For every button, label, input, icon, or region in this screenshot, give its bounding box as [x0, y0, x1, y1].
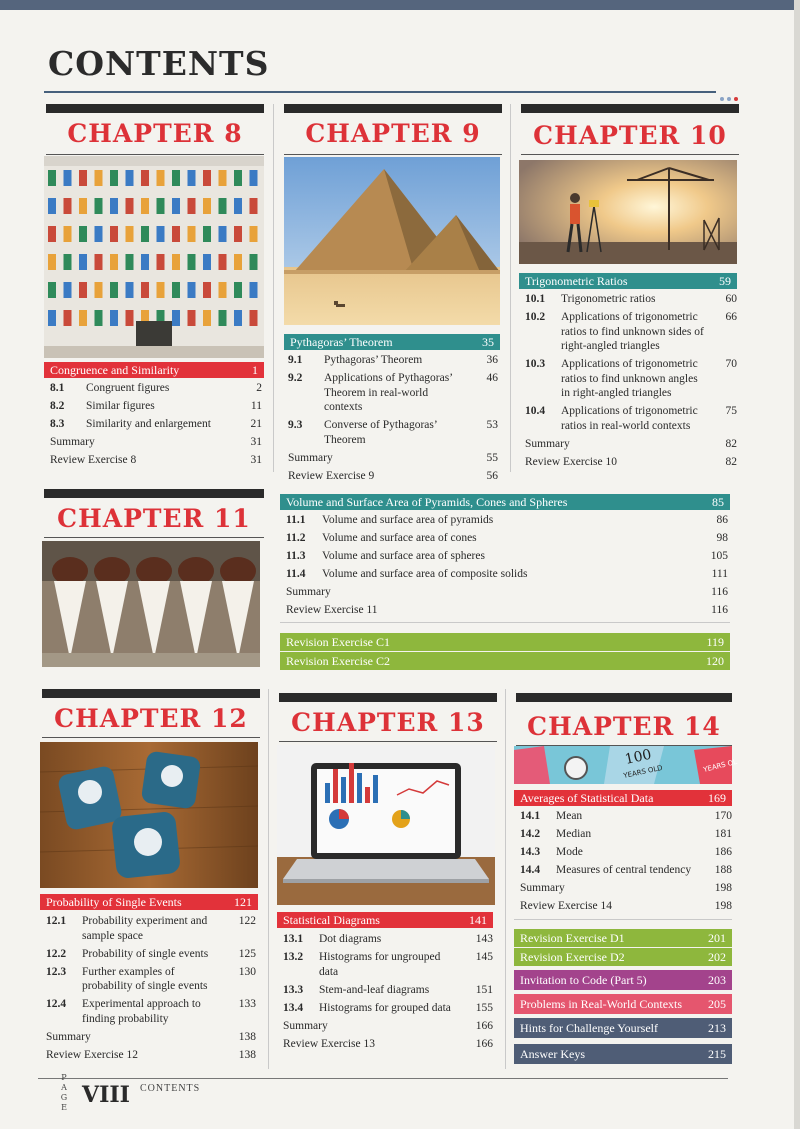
- toc-row[interactable]: [50, 399, 262, 414]
- toc-page: 98: [716, 532, 728, 544]
- toc-page: 151: [475, 983, 493, 996]
- revision-c1[interactable]: Revision Exercise C1 119: [280, 633, 730, 651]
- footer-rule: [58, 1078, 728, 1079]
- toc-title: Summary: [286, 586, 331, 598]
- toc-title: Summary: [50, 436, 95, 448]
- toc-page: 31: [250, 436, 262, 448]
- toc-row[interactable]: [525, 357, 737, 401]
- hints-challenge[interactable]: Hints for Challenge Yourself 213: [514, 1018, 732, 1038]
- chapter-13-header: [279, 693, 497, 742]
- toc-page: 125: [238, 947, 256, 960]
- revision-c2[interactable]: Revision Exercise C2 120: [280, 652, 730, 670]
- toc-row[interactable]: [283, 932, 493, 947]
- toc-number: 8.3: [50, 418, 65, 430]
- building-photo: [44, 156, 264, 358]
- toc-page: 143: [475, 933, 493, 945]
- chapter-8-header: [46, 104, 264, 155]
- toc-title: Histograms for ungrouped data: [319, 951, 441, 978]
- toc-row[interactable]: [283, 1019, 493, 1034]
- chapter-13-title: CHAPTER 13: [291, 708, 485, 737]
- toc-page: 198: [714, 900, 732, 912]
- chapter-12-section-heading[interactable]: Probability of Single Events 121: [40, 894, 258, 910]
- toc-number: 11.3: [286, 550, 306, 562]
- page-word: P A G E: [60, 1073, 68, 1112]
- toc-page: 55: [486, 451, 498, 464]
- toc-title: Review Exercise 9: [288, 469, 375, 482]
- toc-title: Volume and surface area of spheres: [322, 550, 485, 562]
- chapter-12-title: CHAPTER 12: [54, 704, 248, 733]
- chapter-11-title: CHAPTER 11: [57, 504, 251, 533]
- toc-row[interactable]: [520, 827, 732, 842]
- footer-label: CONTENTS: [140, 1083, 201, 1094]
- toc-row[interactable]: [288, 451, 498, 466]
- toc-page: 82: [725, 437, 737, 450]
- toc-title: Stem-and-leaf diagrams: [319, 983, 430, 996]
- toc-title: Summary: [520, 882, 565, 894]
- toc-number: 9.2: [288, 372, 303, 384]
- toc-row[interactable]: [283, 950, 493, 979]
- toc-row[interactable]: [46, 914, 256, 943]
- chapter-10-title: CHAPTER 10: [533, 121, 727, 150]
- toc-page: 21: [250, 418, 262, 430]
- toc-page: 188: [714, 864, 732, 876]
- toc-row[interactable]: [525, 292, 737, 307]
- chapter-10-header: [521, 104, 739, 155]
- toc-title: Dot diagrams: [319, 933, 382, 945]
- toc-row[interactable]: [46, 1030, 256, 1045]
- toc-title: Mode: [556, 846, 583, 858]
- toc-row[interactable]: [286, 549, 728, 564]
- toc-row[interactable]: [520, 845, 732, 860]
- birthday-photo: [514, 746, 738, 784]
- toc-row[interactable]: [46, 997, 256, 1026]
- toc-page: 133: [238, 998, 256, 1010]
- toc-row[interactable]: [286, 567, 728, 582]
- toc-page: 116: [711, 604, 728, 616]
- toc-page: 122: [238, 915, 256, 927]
- toc-title: Review Exercise 11: [286, 604, 378, 616]
- toc-row[interactable]: [525, 437, 737, 452]
- toc-title: Review Exercise 8: [50, 454, 137, 466]
- toc-number: 12.3: [46, 965, 67, 978]
- toc-title: Volume and surface area of pyramids: [322, 514, 494, 526]
- chapter-9-list: [288, 353, 498, 487]
- toc-title: Experimental approach to finding probability: [82, 998, 201, 1025]
- laptop-photo: [277, 745, 495, 905]
- toc-title: Review Exercise 14: [520, 900, 612, 912]
- photo-text-years-2: YEARS OL: [702, 757, 738, 774]
- toc-number: 14.4: [520, 864, 541, 876]
- chapter-8-section-heading[interactable]: Congruence and Similarity 1: [44, 362, 264, 378]
- revision-d2[interactable]: Revision Exercise D2 202: [514, 948, 732, 966]
- toc-page: 166: [475, 1019, 493, 1032]
- toc-title: Applications of Pythagoras’ Theorem in real-world contexts: [324, 372, 453, 413]
- toc-title: Congruent figures: [86, 382, 170, 394]
- revision-d1[interactable]: Revision Exercise D1 201: [514, 929, 732, 947]
- chapter-10-section-heading[interactable]: Trigonometric Ratios 59: [519, 273, 737, 289]
- toc-row[interactable]: [288, 353, 498, 368]
- toc-page: 166: [475, 1037, 493, 1050]
- toc-number: 10.4: [525, 405, 546, 417]
- toc-page: 66: [725, 311, 737, 323]
- toc-row[interactable]: [525, 310, 737, 354]
- toc-number: 9.1: [288, 354, 303, 366]
- toc-row[interactable]: [286, 513, 728, 528]
- toc-title: Summary: [288, 451, 333, 464]
- toc-title: Volume and surface area of composite solids: [322, 568, 528, 580]
- chapter-9-title: CHAPTER 9: [305, 119, 481, 148]
- toc-page: 2: [256, 382, 262, 394]
- toc-number: 11.1: [286, 514, 306, 526]
- problems-real-world[interactable]: Problems in Real-World Contexts 205: [514, 994, 732, 1014]
- chapter-11-section-heading[interactable]: Volume and Surface Area of Pyramids, Cones and Spheres 85: [280, 494, 730, 510]
- chapter-14-header: [516, 693, 732, 746]
- toc-page: 138: [238, 1030, 256, 1043]
- toc-row[interactable]: [520, 809, 732, 824]
- toc-page: 46: [486, 372, 498, 384]
- chapter-13-section-heading[interactable]: Statistical Diagrams 141: [277, 912, 493, 928]
- toc-number: 13.1: [283, 933, 304, 945]
- toc-row[interactable]: [520, 863, 732, 878]
- toc-number: 14.2: [520, 828, 541, 840]
- toc-page: 36: [486, 354, 498, 366]
- toc-row[interactable]: [520, 899, 732, 914]
- toc-row[interactable]: [46, 1048, 256, 1063]
- toc-row[interactable]: [288, 371, 498, 415]
- toc-title: Probability experiment and sample space: [82, 915, 208, 942]
- toc-number: 9.3: [288, 419, 303, 431]
- toc-number: 11.2: [286, 532, 306, 544]
- toc-title: Measures of central tendency: [556, 864, 692, 876]
- toc-number: 10.2: [525, 311, 546, 323]
- toc-title: Pythagoras’ Theorem: [324, 354, 423, 366]
- page-edge: [794, 0, 800, 1129]
- surveyor-photo: [519, 160, 737, 264]
- toc-row[interactable]: [283, 1037, 493, 1052]
- toc-page: 75: [725, 405, 737, 417]
- toc-title: Mean: [556, 810, 583, 822]
- toc-row[interactable]: [525, 404, 737, 433]
- chapter-13-list: [283, 932, 493, 1055]
- toc-title: Volume and surface area of cones: [322, 532, 477, 544]
- toc-page: 31: [250, 454, 262, 466]
- toc-title: Review Exercise 10: [525, 455, 617, 468]
- chapter-9-header: [284, 104, 502, 155]
- chapter-12-list: [46, 914, 256, 1066]
- chapter-12-header: [42, 689, 260, 738]
- toc-row[interactable]: [520, 881, 732, 896]
- toc-page: 155: [475, 1001, 493, 1014]
- toc-page: 60: [725, 293, 737, 305]
- chapter-9-section-heading[interactable]: Pythagoras’ Theorem 35: [284, 334, 500, 350]
- toc-page: 181: [714, 828, 732, 840]
- toc-row[interactable]: [525, 455, 737, 470]
- divider: [273, 104, 274, 472]
- toc-title: Similarity and enlargement: [86, 418, 211, 430]
- toc-page: 138: [238, 1048, 256, 1061]
- toc-number: 8.1: [50, 382, 65, 394]
- toc-title: Applications of trigonometric ratios to find unknown sides of right-angled triangles: [561, 311, 704, 352]
- title-rule: [44, 91, 716, 93]
- toc-page: 70: [725, 358, 737, 370]
- photo-text-100: 100: [623, 746, 653, 768]
- toc-number: 8.2: [50, 400, 65, 412]
- toc-number: 12.4: [46, 998, 67, 1010]
- toc-title: Median: [556, 828, 592, 840]
- chapter-11-list: [286, 513, 728, 621]
- answer-keys[interactable]: Answer Keys 215: [514, 1044, 732, 1064]
- toc-row[interactable]: [286, 585, 728, 600]
- toc-page: 105: [710, 550, 728, 562]
- top-band: [0, 0, 800, 10]
- toc-page: 56: [486, 469, 498, 482]
- toc-page: 111: [711, 568, 728, 580]
- toc-row[interactable]: [50, 435, 262, 450]
- toc-title: Similar figures: [86, 400, 155, 412]
- toc-title: Review Exercise 12: [46, 1048, 138, 1061]
- toc-number: 10.3: [525, 358, 546, 370]
- toc-row[interactable]: [283, 1001, 493, 1016]
- toc-number: 12.1: [46, 915, 67, 927]
- toc-title: Converse of Pythagoras’ Theorem: [324, 419, 437, 446]
- toc-title: Review Exercise 13: [283, 1037, 375, 1050]
- chapter-14-list: [520, 809, 732, 917]
- chapter-10-list: [525, 292, 737, 473]
- toc-page: 11: [250, 400, 262, 412]
- toc-row[interactable]: [286, 531, 728, 546]
- chapter-14-section-heading[interactable]: Averages of Statistical Data 169: [514, 790, 732, 806]
- toc-row[interactable]: [50, 381, 262, 396]
- toc-row[interactable]: [288, 469, 498, 484]
- toc-page: 198: [714, 882, 732, 894]
- toc-title: Summary: [46, 1030, 91, 1043]
- toc-title: Further examples of probability of single events: [82, 965, 208, 992]
- toc-number: 14.3: [520, 846, 541, 858]
- toc-number: 11.4: [286, 568, 306, 580]
- toc-title: Trigonometric ratios: [561, 293, 656, 305]
- photo-text-years: YEARS OLD: [622, 763, 664, 780]
- dice-photo: [40, 742, 258, 888]
- toc-title: Summary: [525, 437, 570, 450]
- invitation-to-code[interactable]: Invitation to Code (Part 5) 203: [514, 970, 732, 990]
- toc-page: 186: [714, 846, 732, 858]
- chapter-8-list: [50, 381, 262, 471]
- pyramids-photo: [284, 157, 500, 325]
- toc-row[interactable]: [46, 965, 256, 994]
- chapter-14-title: CHAPTER 14: [527, 712, 721, 741]
- toc-number: 13.4: [283, 1001, 304, 1014]
- toc-page: 130: [238, 965, 256, 978]
- toc-row[interactable]: [46, 947, 256, 962]
- toc-number: 10.1: [525, 293, 546, 305]
- toc-page: 86: [716, 514, 728, 526]
- toc-row[interactable]: [50, 417, 262, 432]
- toc-page: 145: [475, 951, 493, 963]
- toc-title: Histograms for grouped data: [319, 1001, 451, 1014]
- toc-title: Probability of single events: [82, 947, 209, 960]
- chapter-11-header: [44, 489, 264, 538]
- chapter-8-title: CHAPTER 8: [67, 119, 243, 148]
- cones-photo: [42, 541, 260, 667]
- toc-row[interactable]: [283, 983, 493, 998]
- toc-row[interactable]: [288, 418, 498, 447]
- toc-number: 14.1: [520, 810, 541, 822]
- toc-page: 53: [486, 419, 498, 431]
- toc-number: 12.2: [46, 947, 67, 960]
- toc-page: 116: [711, 586, 728, 598]
- toc-title: Applications of trigonometric ratios to find unknown angles in right-angled triangles: [561, 358, 698, 399]
- toc-title: Applications of trigonometric ratios in real-world contexts: [561, 405, 698, 432]
- toc-row[interactable]: [50, 453, 262, 468]
- toc-page: 82: [725, 455, 737, 468]
- page-number: VIII: [82, 1082, 130, 1108]
- toc-number: 13.3: [283, 983, 304, 996]
- divider: [510, 104, 511, 472]
- toc-title: Summary: [283, 1019, 328, 1032]
- toc-page: 170: [714, 810, 732, 822]
- toc-number: 13.2: [283, 951, 304, 963]
- page-title: CONTENTS: [48, 44, 270, 83]
- toc-row[interactable]: [286, 603, 728, 618]
